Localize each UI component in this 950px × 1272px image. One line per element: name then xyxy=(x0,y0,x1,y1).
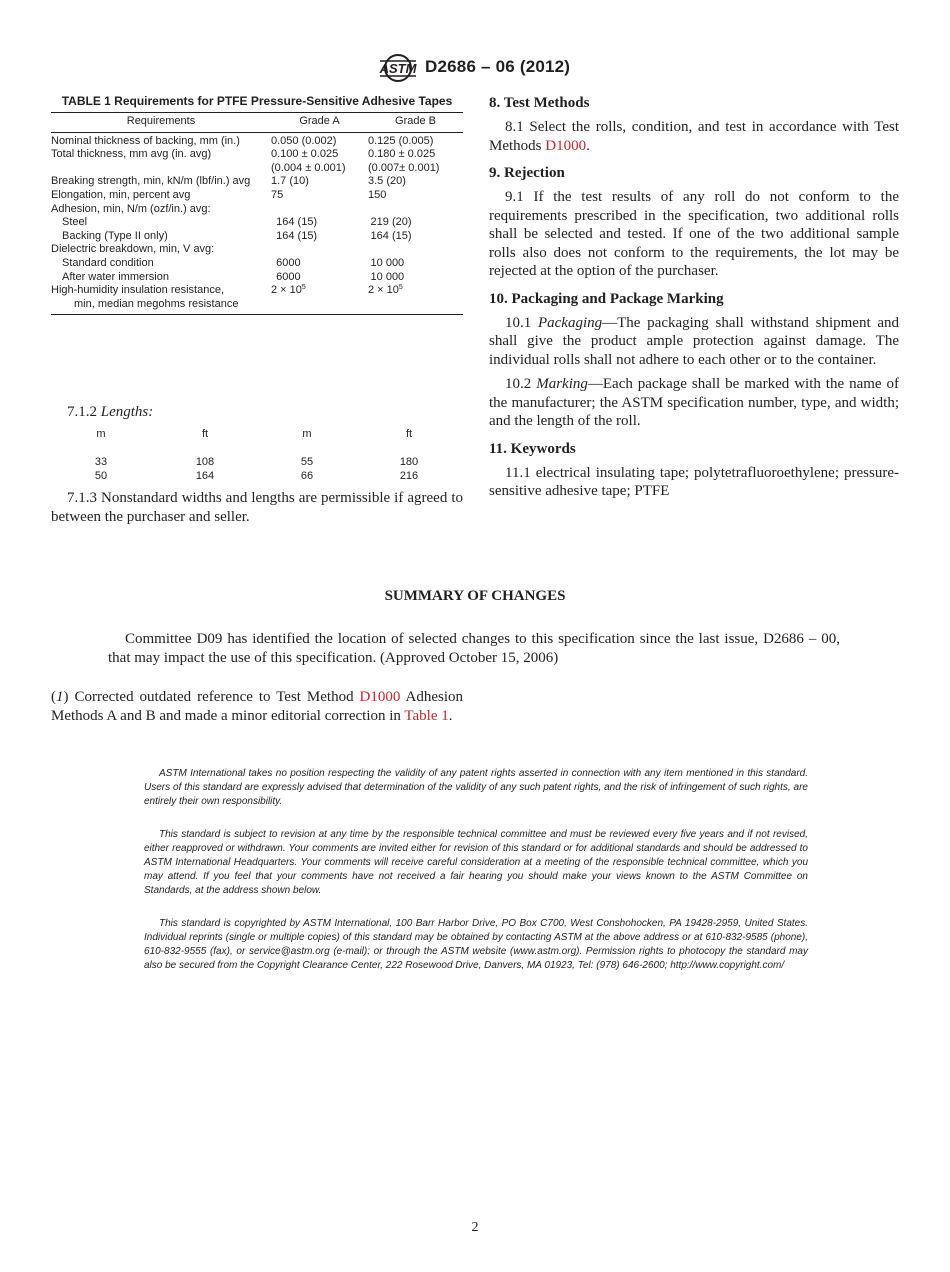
d1000-link[interactable]: D1000 xyxy=(359,689,401,705)
paragraph-7-1-3: 7.1.3 Nonstandard widths and lengths are permissible if agreed to between the purchaser and seller. xyxy=(51,490,463,525)
change-item: (1) Corrected outdated reference to Test Method D1000 Adhesion Methods A and B and made a minor editorial correction in Table 1. xyxy=(51,689,463,724)
column-header: Grade B xyxy=(395,115,436,127)
table-cell: 108 xyxy=(195,456,215,468)
table-row: Elongation, min, percent avg 75 150 xyxy=(51,188,387,201)
revision-notice: This standard is subject to revision at any time by the responsible technical committee and must be reviewed every five years and if not revised, either reapproved or withdrawn. Your comments are invited either for revision of this standard or for additional standards and should be addressed to ASTM International Headquarters. Your comments will receive careful consideration at a meeting of the responsible technical committee, which you may attend. If you feel that your comments have not received a fair hearing you should make your views known to the ASTM Committee on Standards, at the address shown below. xyxy=(144,829,808,896)
lengths-heading: 7.1.2 Lengths: xyxy=(67,404,154,420)
table-caption: TABLE 1 Requirements for PTFE Pressure-Sensitive Adhesive Tapes xyxy=(61,94,453,108)
table-row: Breaking strength, min, kN/m (lbf/in.) avg 1.7 (10) 3.5 (20) xyxy=(51,175,406,188)
summary-text: Committee D09 has identified the location of selected changes to this specification since the last issue, D2686 – 00, that may impact the use of this specification. (Approved October 15, 2006) xyxy=(108,631,840,666)
page-number: 2 xyxy=(471,1220,479,1235)
column-header: ft xyxy=(405,428,413,440)
paragraph-9-1: 9.1 If the test results of any roll do not conform to the requirements prescribed in the specification, two additional rolls shall be selected and tested. If one of the two additional sample rolls also does not conform to the requirements, the lot may be rejected at the option of the purchaser. xyxy=(489,189,899,279)
table-row: Total thickness, mm avg (in. avg) 0.100 ± 0.025 0.180 ± 0.025 xyxy=(51,148,436,161)
table-row: High-humidity insulation resistance, $2 \times 10^5$ $2 \times 10^5$ xyxy=(51,284,403,297)
table-row: Adhesion, min, N/m (ozf/in.) avg: xyxy=(51,202,211,215)
table-cell: 180 xyxy=(399,456,419,468)
section-heading: 8. Test Methods xyxy=(489,95,590,111)
table-1 xyxy=(51,94,463,315)
table-row: min, median megohms resistance xyxy=(74,297,239,310)
paragraph-8-1: 8.1 Select the rolls, condition, and test in accordance with Test Methods D1000. xyxy=(489,119,899,154)
section-heading: 9. Rejection xyxy=(489,165,565,181)
table-header-row xyxy=(51,113,463,132)
page-header xyxy=(0,52,950,86)
column-header: ft xyxy=(201,428,209,440)
column-header: Grade A xyxy=(299,115,340,127)
paragraph-10-1: 10.1 Packaging—The packaging shall withstand shipment and shall give the product ample protection against damage. The individual rolls shall not adhere to each other or to the container. xyxy=(489,314,899,368)
patent-notice: ASTM International takes no position respecting the validity of any patent rights asserted in connection with any item mentioned in this standard. Users of this standard are expressly advised that determination of the validity of any such patent rights, and the risk of infringement of such rights, are entirely their own responsibility. xyxy=(144,768,808,807)
column-header: Requirements xyxy=(126,115,196,127)
table-cell: 164 xyxy=(195,470,215,482)
table-cell: 66 xyxy=(300,470,314,482)
table-cell: 50 xyxy=(94,470,108,482)
document-id: D2686 – 06 (2012) xyxy=(425,57,571,76)
svg-text:ASTM: ASTM xyxy=(379,61,417,76)
table-1-link[interactable]: Table 1 xyxy=(404,708,449,724)
table-row: Backing (Type II only) 164 (15) 164 (15) xyxy=(62,229,412,242)
table-row: After water immersion 6000 10 000 xyxy=(62,270,405,283)
column-header: m xyxy=(96,428,106,440)
table-row: (0.004 ± 0.001) (0.007± 0.001) xyxy=(271,161,440,174)
table-cell: 55 xyxy=(300,456,314,468)
d1000-link[interactable]: D1000 xyxy=(545,137,587,154)
section-heading: 10. Packaging and Package Marking xyxy=(489,290,724,307)
right-column xyxy=(489,94,899,501)
table-row: Steel 164 (15) 219 (20) xyxy=(62,216,412,229)
column-header: m xyxy=(302,428,312,440)
table-row: Nominal thickness of backing, mm (in.) 0.050 (0.002) 0.125 (0.005) xyxy=(51,134,434,147)
section-heading: 11. Keywords xyxy=(489,440,576,457)
paragraph-10-2: 10.2 Marking—Each package shall be marked with the name of the manufacturer; the ASTM specification number, type, and width; and the length of the roll. xyxy=(489,376,900,429)
table-cell: 33 xyxy=(94,456,108,468)
table-row: Standard condition 6000 10 000 xyxy=(62,256,405,269)
table-cell: 216 xyxy=(399,470,419,482)
paragraph-11-1: 11.1 electrical insulating tape; polytetrafluoroethylene; pressure-sensitive adhesive tape; PTFE xyxy=(489,464,899,499)
copyright-notice: This standard is copyrighted by ASTM International, 100 Barr Harbor Drive, PO Box C700, West Conshohocken, PA 19428-2959, United States. Individual reprints (single or multiple copies) of this standard may be obtained by contacting ASTM at the above address or at 610-832-9585 (phone), 610-832-9555 (fax), or service@astm.org (e-mail); or through the ASTM website (www.astm.org). Permission rights to photocopy the standard may also be secured from the Copyright Clearance Center, 222 Rosewood Drive, Danvers, MA 01923, Tel: (978) 646-2600; http://www.copyright.com/ xyxy=(144,918,808,971)
summary-title: SUMMARY OF CHANGES xyxy=(384,588,566,604)
table-row: Dielectric breakdown, min, V avg: xyxy=(51,243,215,256)
astm-logo xyxy=(378,52,418,84)
